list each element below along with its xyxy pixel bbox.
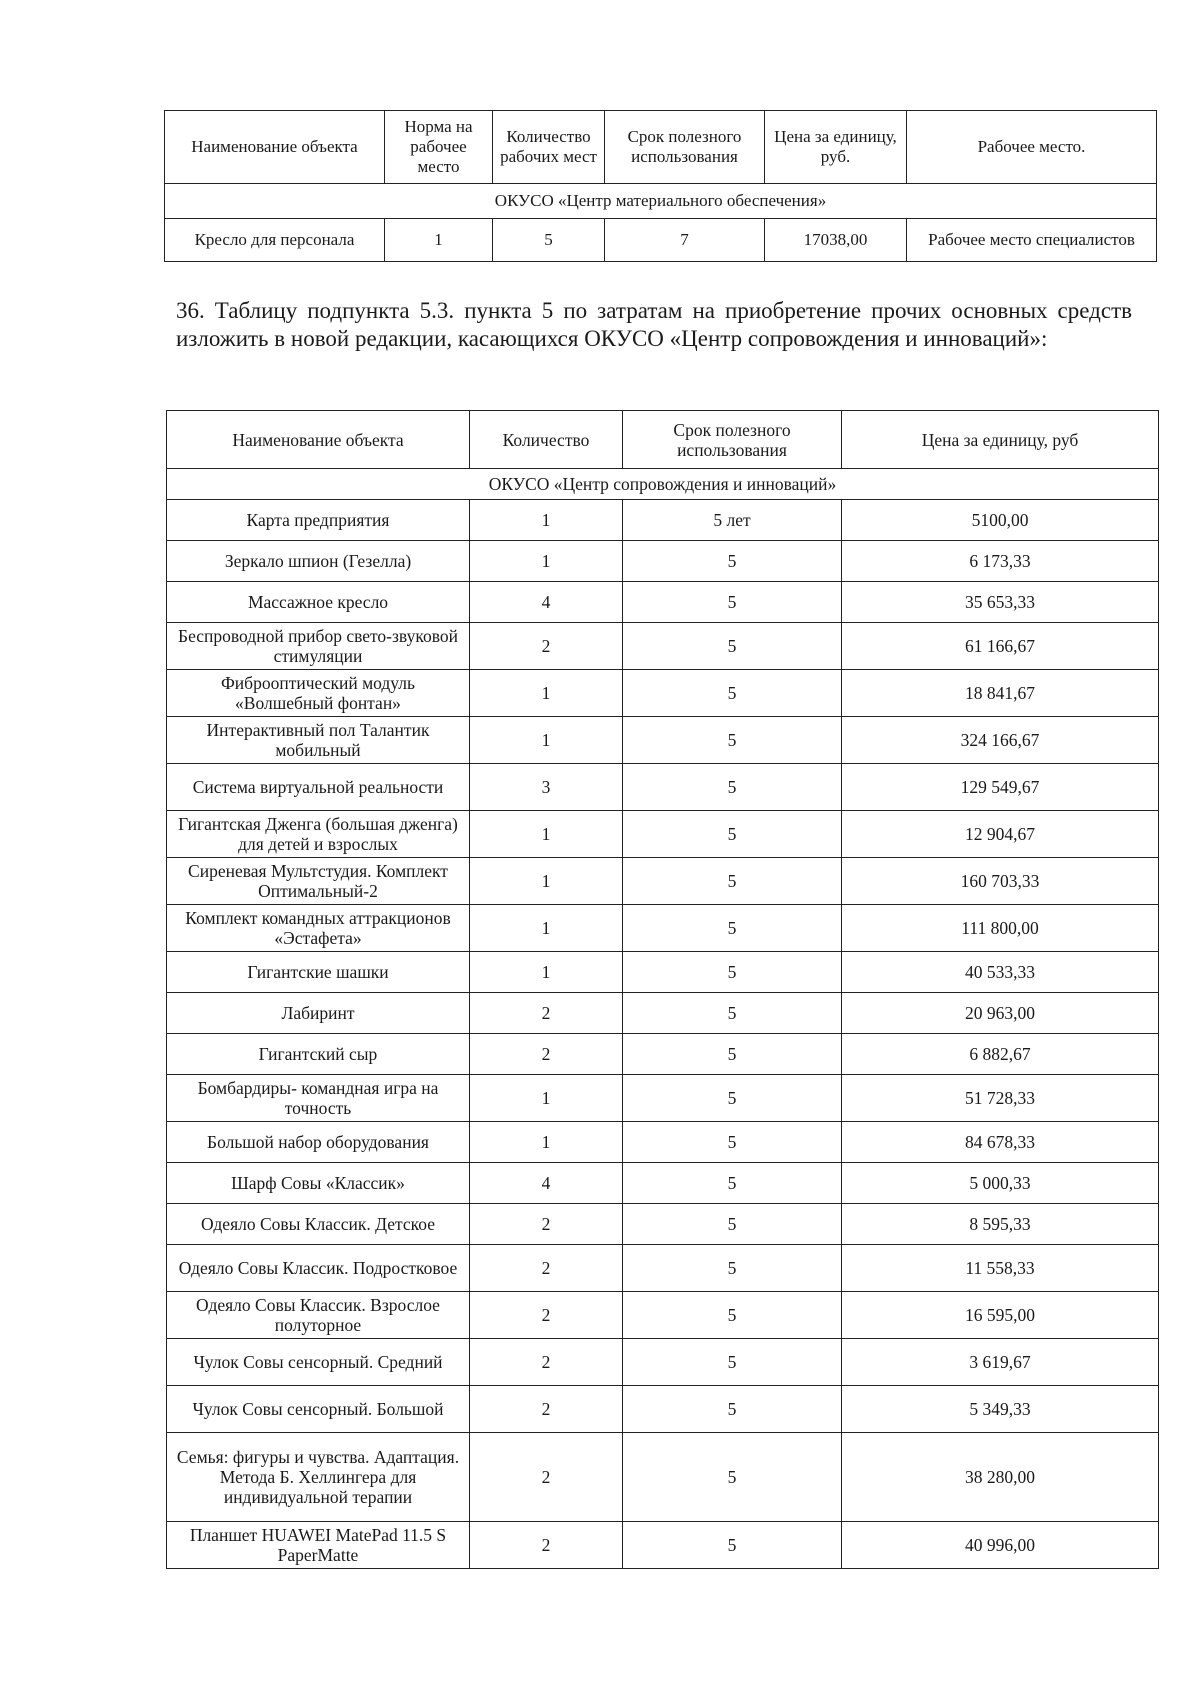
item-lifetime: 5 — [623, 717, 842, 764]
item-name: Шарф Совы «Классик» — [167, 1163, 470, 1204]
table-row — [167, 1522, 1159, 1569]
materials-table — [164, 110, 1157, 262]
item-lifetime: 5 — [623, 1433, 842, 1522]
table-row — [167, 717, 1159, 764]
item-price: 5100,00 — [842, 500, 1159, 541]
table-row — [167, 1433, 1159, 1522]
item-lifetime: 5 — [623, 1386, 842, 1433]
item-quantity: 2 — [470, 993, 623, 1034]
item-lifetime: 5 — [623, 952, 842, 993]
item-lifetime: 5 — [623, 764, 842, 811]
item-name: Карта предприятия — [167, 500, 470, 541]
table-row — [167, 623, 1159, 670]
header-cell: Цена за единицу, руб. — [765, 111, 907, 184]
item-name: Одеяло Совы Классик. Детское — [167, 1204, 470, 1245]
item-quantity: 1 — [470, 670, 623, 717]
item-price: 51 728,33 — [842, 1075, 1159, 1122]
item-name: Комплект командных аттракционов «Эстафета» — [167, 905, 470, 952]
table-row — [167, 500, 1159, 541]
table-header-row — [167, 411, 1159, 469]
item-lifetime: 5 — [623, 623, 842, 670]
item-name: Интерактивный пол Талантик мобильный — [167, 717, 470, 764]
item-quantity: 1 — [470, 905, 623, 952]
item-lifetime: 5 — [623, 811, 842, 858]
item-price: 11 558,33 — [842, 1245, 1159, 1292]
item-quantity: 2 — [470, 1522, 623, 1569]
equipment-table — [166, 410, 1159, 1569]
item-quantity: 2 — [470, 1034, 623, 1075]
item-name: Система виртуальной реальности — [167, 764, 470, 811]
item-name: Массажное кресло — [167, 582, 470, 623]
table-cell: 7 — [605, 219, 765, 262]
item-price: 38 280,00 — [842, 1433, 1159, 1522]
item-price: 160 703,33 — [842, 858, 1159, 905]
item-price: 40 996,00 — [842, 1522, 1159, 1569]
item-price: 20 963,00 — [842, 993, 1159, 1034]
header-cell: Наименование объекта — [165, 111, 385, 184]
table-row — [167, 541, 1159, 582]
item-name: Чулок Совы сенсорный. Средний — [167, 1339, 470, 1386]
item-price: 40 533,33 — [842, 952, 1159, 993]
section-title: ОКУСО «Центр материального обеспечения» — [165, 184, 1157, 219]
item-quantity: 1 — [470, 811, 623, 858]
section-row — [165, 184, 1157, 219]
item-price: 5 349,33 — [842, 1386, 1159, 1433]
item-price: 84 678,33 — [842, 1122, 1159, 1163]
table-header-row — [165, 111, 1157, 184]
item-price: 3 619,67 — [842, 1339, 1159, 1386]
item-lifetime: 5 — [623, 1204, 842, 1245]
item-quantity: 2 — [470, 623, 623, 670]
item-lifetime: 5 — [623, 1163, 842, 1204]
item-price: 6 173,33 — [842, 541, 1159, 582]
item-price: 129 549,67 — [842, 764, 1159, 811]
item-price: 12 904,67 — [842, 811, 1159, 858]
item-quantity: 4 — [470, 1163, 623, 1204]
item-lifetime: 5 — [623, 1292, 842, 1339]
item-name: Планшет HUAWEI MatePad 11.5 S PaperMatte — [167, 1522, 470, 1569]
amendment-paragraph: 36. Таблицу подпункта 5.3. пункта 5 по затратам на приобретение прочих основных средств изложить в новой редакции, касающихся ОКУСО «Центр сопровождения и инноваций»: — [176, 298, 1132, 351]
item-quantity: 1 — [470, 858, 623, 905]
table-row — [167, 1034, 1159, 1075]
item-quantity: 3 — [470, 764, 623, 811]
table-row — [167, 1122, 1159, 1163]
item-lifetime: 5 — [623, 858, 842, 905]
item-name: Одеяло Совы Классик. Взрослое полуторное — [167, 1292, 470, 1339]
item-quantity: 1 — [470, 1122, 623, 1163]
table-row — [167, 858, 1159, 905]
item-price: 16 595,00 — [842, 1292, 1159, 1339]
item-price: 6 882,67 — [842, 1034, 1159, 1075]
item-name: Фиброоптический модуль «Волшебный фонтан» — [167, 670, 470, 717]
header-cell: Наименование объекта — [167, 411, 470, 469]
item-lifetime: 5 — [623, 905, 842, 952]
item-quantity: 2 — [470, 1204, 623, 1245]
item-lifetime: 5 — [623, 1339, 842, 1386]
item-quantity: 1 — [470, 500, 623, 541]
section-title: ОКУСО «Центр сопровождения и инноваций» — [167, 469, 1159, 500]
item-price: 5 000,33 — [842, 1163, 1159, 1204]
item-name: Гигантская Дженга (большая дженга) для детей и взрослых — [167, 811, 470, 858]
item-lifetime: 5 — [623, 1075, 842, 1122]
header-cell: Количество — [470, 411, 623, 469]
item-quantity: 4 — [470, 582, 623, 623]
item-name: Семья: фигуры и чувства. Адаптация. Метода Б. Хеллингера для индивидуальной терапии — [167, 1433, 470, 1522]
item-price: 35 653,33 — [842, 582, 1159, 623]
table-row — [167, 952, 1159, 993]
table-cell: Рабочее место специалистов — [907, 219, 1157, 262]
table-cell: 5 — [493, 219, 605, 262]
item-quantity: 2 — [470, 1386, 623, 1433]
item-name: Чулок Совы сенсорный. Большой — [167, 1386, 470, 1433]
table-row — [167, 764, 1159, 811]
item-price: 111 800,00 — [842, 905, 1159, 952]
table-row — [167, 811, 1159, 858]
item-quantity: 2 — [470, 1339, 623, 1386]
item-quantity: 1 — [470, 952, 623, 993]
table-row — [165, 219, 1157, 262]
item-name: Бомбардиры- командная игра на точность — [167, 1075, 470, 1122]
table-row — [167, 905, 1159, 952]
header-cell: Срок полезного использования — [605, 111, 765, 184]
item-quantity: 2 — [470, 1245, 623, 1292]
item-price: 18 841,67 — [842, 670, 1159, 717]
item-lifetime: 5 лет — [623, 500, 842, 541]
item-lifetime: 5 — [623, 1122, 842, 1163]
item-name: Лабиринт — [167, 993, 470, 1034]
item-name: Одеяло Совы Классик. Подростковое — [167, 1245, 470, 1292]
table-row — [167, 1386, 1159, 1433]
item-lifetime: 5 — [623, 1522, 842, 1569]
table-row — [167, 1075, 1159, 1122]
table-row — [167, 993, 1159, 1034]
item-name: Зеркало шпион (Гезелла) — [167, 541, 470, 582]
item-name: Беспроводной прибор свето-звуковой стимуляции — [167, 623, 470, 670]
item-lifetime: 5 — [623, 582, 842, 623]
header-cell: Срок полезного использования — [623, 411, 842, 469]
item-name: Большой набор оборудования — [167, 1122, 470, 1163]
table-row — [167, 1163, 1159, 1204]
section-row — [167, 469, 1159, 500]
header-cell: Цена за единицу, руб — [842, 411, 1159, 469]
item-quantity: 1 — [470, 1075, 623, 1122]
item-lifetime: 5 — [623, 1034, 842, 1075]
item-quantity: 1 — [470, 717, 623, 764]
item-lifetime: 5 — [623, 993, 842, 1034]
table-cell: 1 — [385, 219, 493, 262]
item-price: 324 166,67 — [842, 717, 1159, 764]
header-cell: Рабочее место. — [907, 111, 1157, 184]
header-cell: Норма на рабочее место — [385, 111, 493, 184]
item-quantity: 2 — [470, 1433, 623, 1522]
table-row — [167, 582, 1159, 623]
item-name: Гигантский сыр — [167, 1034, 470, 1075]
item-lifetime: 5 — [623, 541, 842, 582]
table-row — [167, 1339, 1159, 1386]
item-quantity: 1 — [470, 541, 623, 582]
table-cell: 17038,00 — [765, 219, 907, 262]
item-quantity: 2 — [470, 1292, 623, 1339]
item-lifetime: 5 — [623, 1245, 842, 1292]
item-price: 8 595,33 — [842, 1204, 1159, 1245]
item-lifetime: 5 — [623, 670, 842, 717]
table-row — [167, 1292, 1159, 1339]
item-name: Сиреневая Мультстудия. Комплект Оптимальный-2 — [167, 858, 470, 905]
item-name: Гигантские шашки — [167, 952, 470, 993]
header-cell: Количество рабочих мест — [493, 111, 605, 184]
table-cell: Кресло для персонала — [165, 219, 385, 262]
table-row — [167, 1245, 1159, 1292]
item-price: 61 166,67 — [842, 623, 1159, 670]
table-row — [167, 670, 1159, 717]
table-row — [167, 1204, 1159, 1245]
